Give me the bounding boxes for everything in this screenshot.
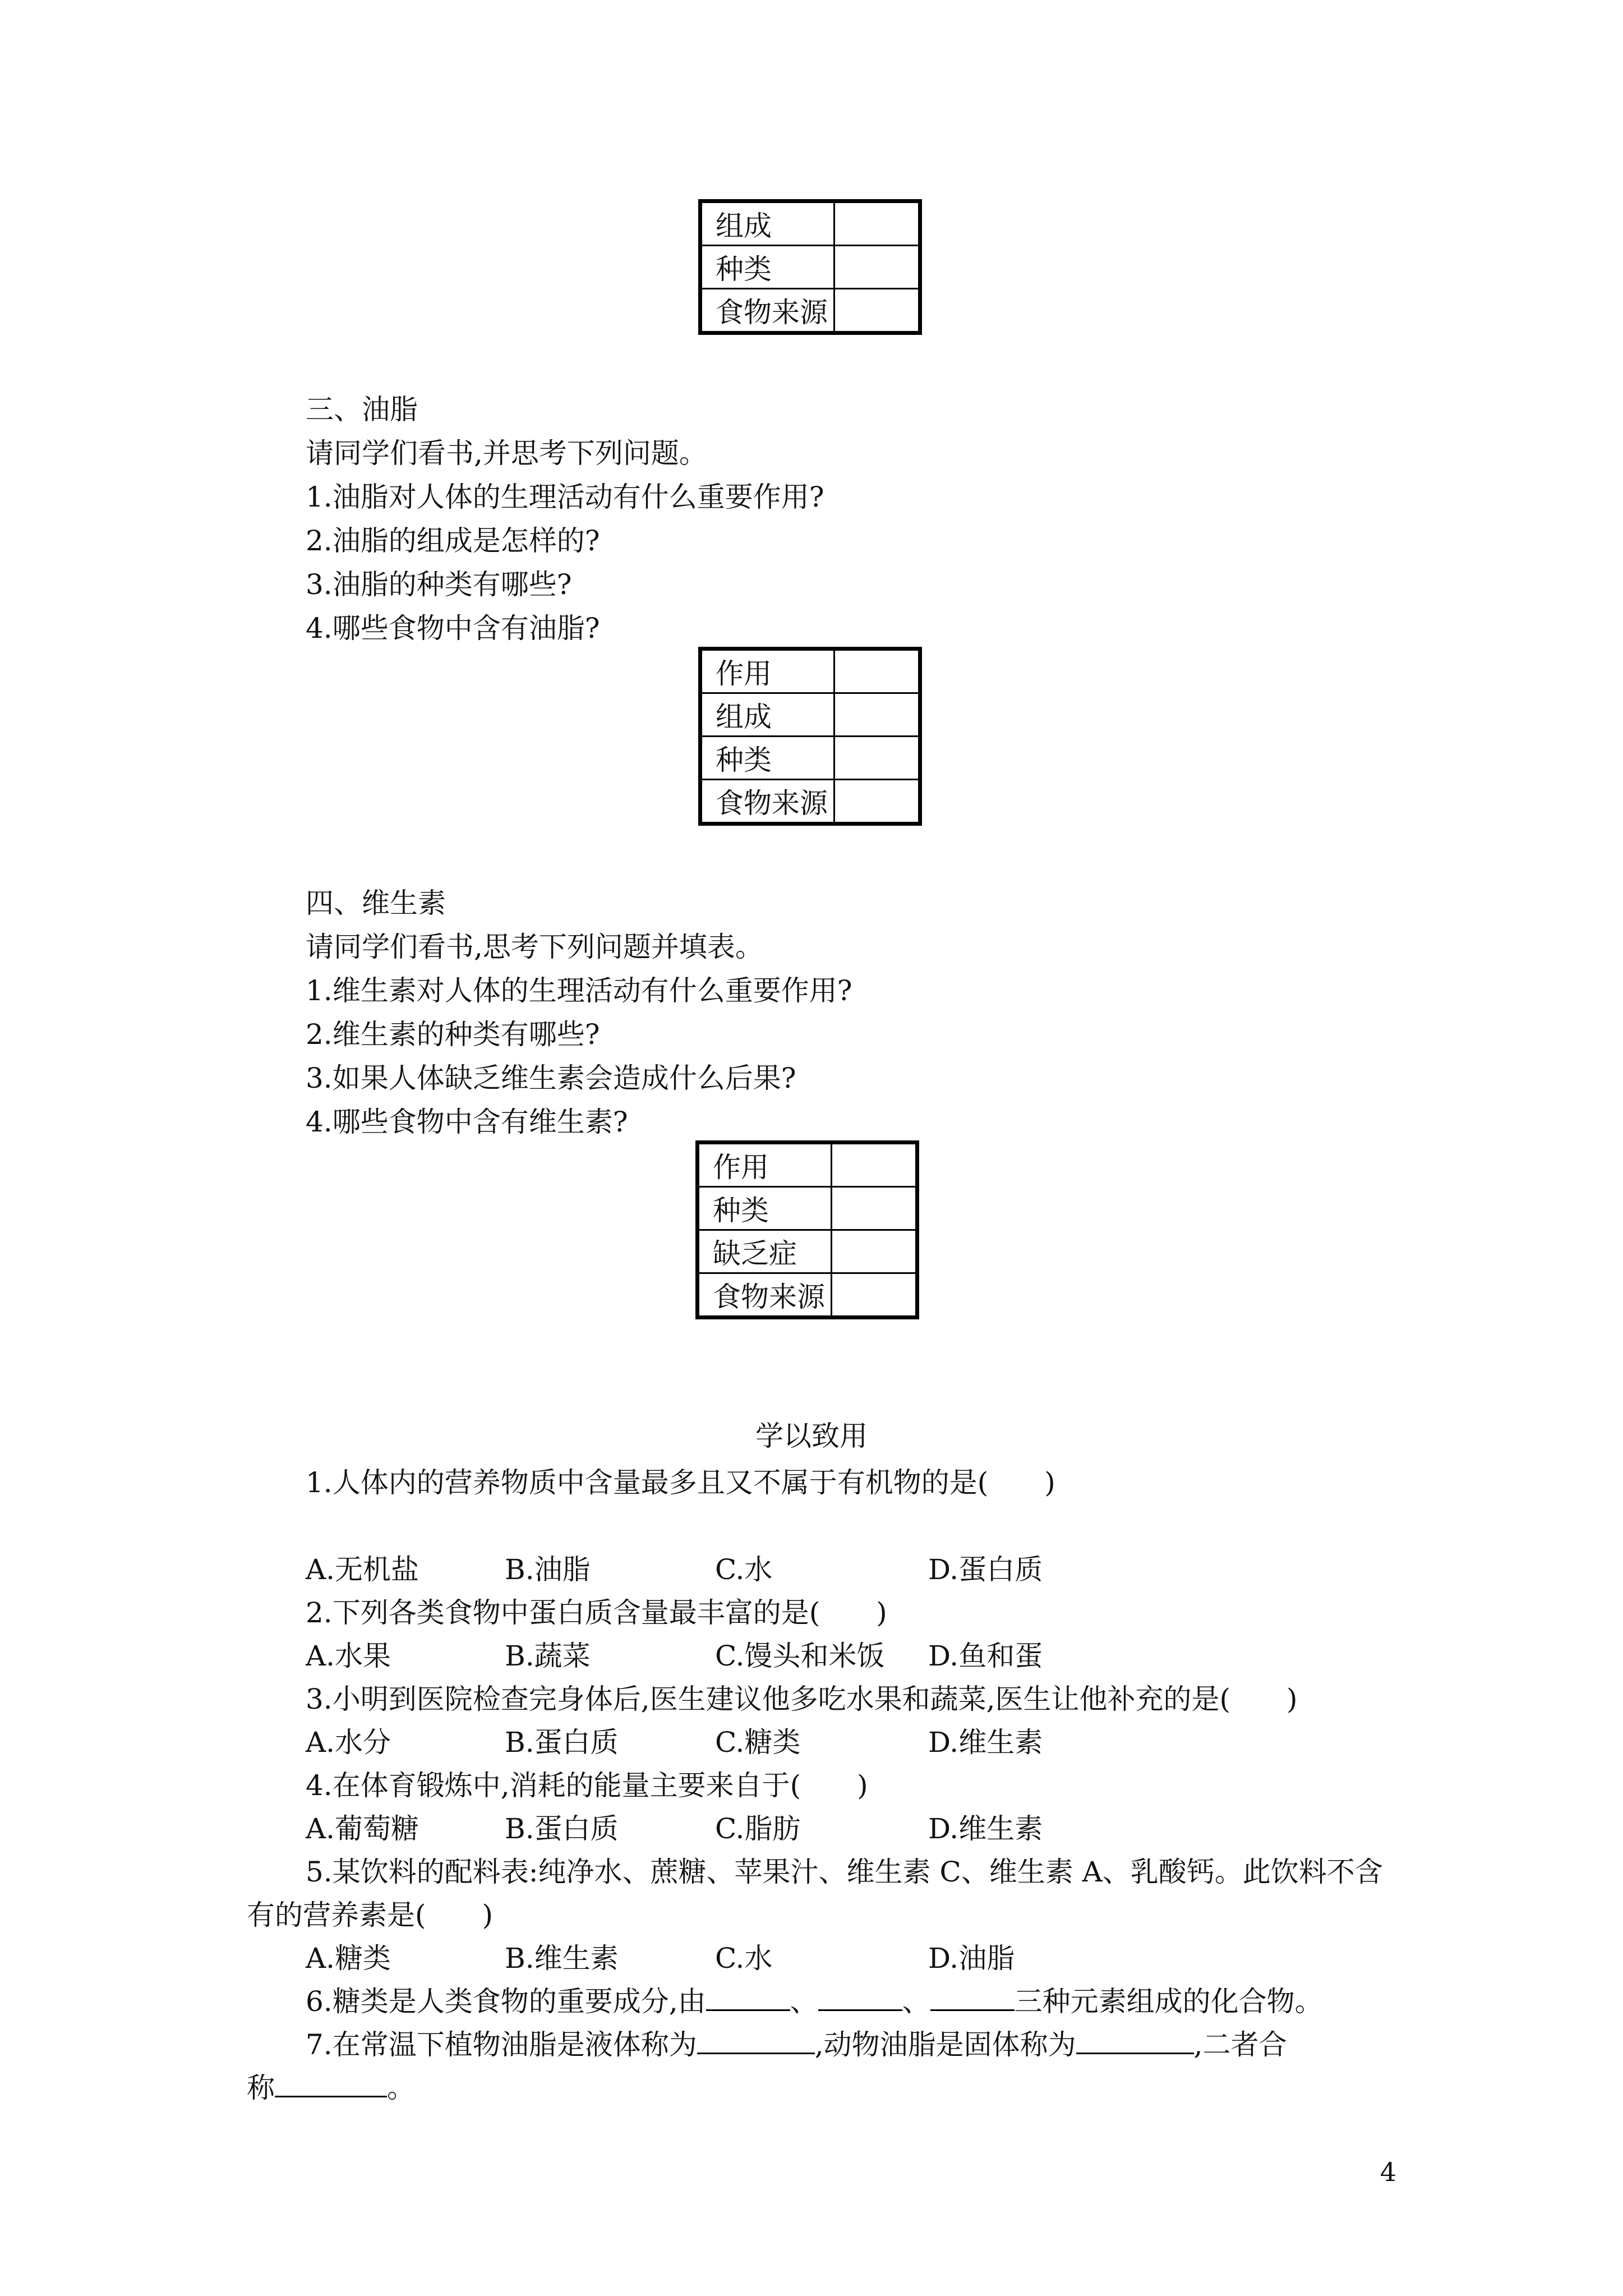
- table-answer-cell[interactable]: [834, 289, 920, 333]
- section4-question: 3.如果人体缺乏维生素会造成什么后果?: [306, 1062, 796, 1094]
- q6-text: 6.糖类是人类食物的重要成分,由: [306, 1985, 706, 2018]
- question-7-line2: [247, 2071, 415, 2105]
- q1-option-d[interactable]: D.蛋白质: [928, 1553, 1043, 1586]
- table-answer-cell[interactable]: [832, 1187, 917, 1230]
- section4-question: 1.维生素对人体的生理活动有什么重要作用?: [306, 974, 852, 1007]
- table-answer-cell[interactable]: [834, 780, 920, 824]
- q7-text: 称: [247, 2072, 275, 2104]
- table-label: 食物来源: [700, 780, 834, 824]
- table-row: [700, 289, 920, 333]
- table-answer-cell[interactable]: [834, 201, 920, 246]
- table-vitamin: [695, 1140, 919, 1319]
- table-label: 缺乏症: [698, 1230, 832, 1273]
- section4-intro: 请同学们看书,思考下列问题并填表。: [306, 931, 763, 963]
- table-row: [700, 737, 920, 780]
- question-3-stem: 3.小明到医院检查完身体后,医生建议他多吃水果和蔬菜,医生让他补充的是( ): [306, 1683, 1298, 1715]
- q4-option-a[interactable]: A.葡萄糖: [306, 1812, 419, 1845]
- q7-blank-2[interactable]: [1076, 2028, 1194, 2054]
- q3-option-a[interactable]: A.水分: [306, 1726, 391, 1759]
- table-answer-cell[interactable]: [832, 1273, 917, 1318]
- q5-option-c[interactable]: C.水: [715, 1942, 773, 1975]
- section4-question: 2.维生素的种类有哪些?: [306, 1018, 600, 1051]
- table-label: 食物来源: [700, 289, 834, 333]
- page-number: 4: [1380, 2157, 1396, 2187]
- section3-question: 4.哪些食物中含有油脂?: [306, 612, 600, 645]
- table-answer-cell[interactable]: [834, 693, 920, 737]
- section3-intro: 请同学们看书,并思考下列问题。: [306, 437, 707, 470]
- section3-heading: 三、油脂: [306, 393, 418, 426]
- table-label: 种类: [698, 1187, 832, 1230]
- table-label: 种类: [700, 737, 834, 780]
- q5-option-d[interactable]: D.油脂: [928, 1942, 1015, 1975]
- q2-option-c[interactable]: C.馒头和米饭: [715, 1640, 885, 1672]
- table-answer-cell[interactable]: [832, 1230, 917, 1273]
- q6-blank-2[interactable]: [818, 1985, 902, 2011]
- practice-title: 学以致用: [755, 1420, 868, 1452]
- table-row: [700, 201, 920, 246]
- q5-option-b[interactable]: B.维生素: [505, 1942, 619, 1975]
- question-5-stem-line1: 5.某饮料的配料表:纯净水、蔗糖、苹果汁、维生素 C、维生素 A、乳酸钙。此饮料不含: [306, 1856, 1383, 1888]
- q2-option-a[interactable]: A.水果: [306, 1640, 391, 1672]
- q4-option-c[interactable]: C.脂肪: [715, 1812, 801, 1845]
- section4-question: 4.哪些食物中含有维生素?: [306, 1106, 628, 1138]
- table-answer-cell[interactable]: [834, 737, 920, 780]
- table-label: 组成: [700, 693, 834, 737]
- table-label: 作用: [700, 649, 834, 693]
- question-5-stem-line2: 有的营养素是( ): [247, 1899, 494, 1931]
- q6-blank-1[interactable]: [706, 1985, 790, 2011]
- q1-option-b[interactable]: B.油脂: [505, 1553, 591, 1586]
- table-row: [700, 246, 920, 289]
- table-row: [698, 1230, 917, 1273]
- q3-option-d[interactable]: D.维生素: [928, 1726, 1043, 1759]
- q1-option-a[interactable]: A.无机盐: [306, 1553, 419, 1586]
- q7-text: ,二者合: [1193, 2028, 1287, 2061]
- question-1-stem: 1.人体内的营养物质中含量最多且又不属于有机物的是( ): [306, 1466, 1055, 1499]
- q4-option-b[interactable]: B.蛋白质: [505, 1812, 619, 1845]
- table-label: 组成: [700, 201, 834, 246]
- table-answer-cell[interactable]: [832, 1143, 917, 1187]
- table-row: [700, 780, 920, 824]
- q3-option-b[interactable]: B.蛋白质: [505, 1726, 619, 1759]
- table-oil: [698, 647, 922, 826]
- q6-separator: 、: [902, 1985, 930, 2018]
- section4-heading: 四、维生素: [306, 887, 446, 919]
- q2-option-b[interactable]: B.蔬菜: [505, 1640, 591, 1672]
- q6-blank-3[interactable]: [930, 1985, 1015, 2011]
- table-row: [700, 649, 920, 693]
- question-4-stem: 4.在体育锻炼中,消耗的能量主要来自于( ): [306, 1769, 868, 1802]
- q5-option-a[interactable]: A.糖类: [306, 1942, 391, 1975]
- q4-option-d[interactable]: D.维生素: [928, 1812, 1043, 1845]
- table-label: 食物来源: [698, 1273, 832, 1318]
- q7-text: ,动物油脂是固体称为: [814, 2028, 1076, 2061]
- table-answer-cell[interactable]: [834, 246, 920, 289]
- q7-blank-3[interactable]: [275, 2071, 387, 2097]
- q2-option-d[interactable]: D.鱼和蛋: [928, 1640, 1043, 1672]
- q6-separator: 、: [790, 1985, 818, 2018]
- q7-text: 。: [387, 2072, 415, 2104]
- q7-blank-1[interactable]: [697, 2028, 815, 2054]
- q3-option-c[interactable]: C.糖类: [715, 1726, 801, 1759]
- q1-option-c[interactable]: C.水: [715, 1553, 773, 1586]
- section3-question: 1.油脂对人体的生理活动有什么重要作用?: [306, 481, 824, 513]
- table-label: 作用: [698, 1143, 832, 1187]
- table-row: [698, 1143, 917, 1187]
- table-row: [698, 1187, 917, 1230]
- table-top: [698, 199, 922, 335]
- table-row: [698, 1273, 917, 1318]
- section3-question: 3.油脂的种类有哪些?: [306, 568, 572, 601]
- table-row: [700, 693, 920, 737]
- table-label: 种类: [700, 246, 834, 289]
- section3-question: 2.油脂的组成是怎样的?: [306, 524, 600, 557]
- q6-text: 三种元素组成的化合物。: [1014, 1985, 1323, 2018]
- question-6: [306, 1985, 1323, 2018]
- q7-text: 7.在常温下植物油脂是液体称为: [306, 2028, 697, 2061]
- question-7-line1: [306, 2028, 1287, 2062]
- question-2-stem: 2.下列各类食物中蛋白质含量最丰富的是( ): [306, 1596, 887, 1629]
- table-answer-cell[interactable]: [834, 649, 920, 693]
